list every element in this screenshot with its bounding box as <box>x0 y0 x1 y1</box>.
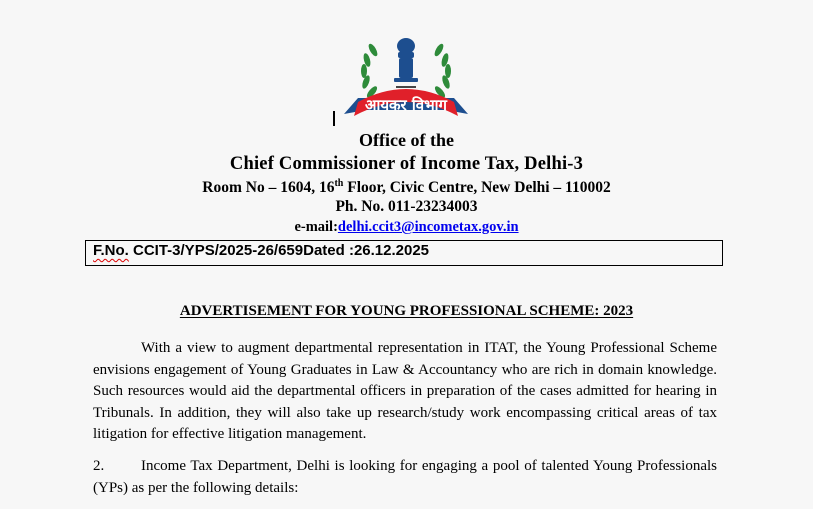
file-number <box>93 242 429 259</box>
income-tax-department-logo <box>336 30 476 120</box>
paragraph-2-text: Income Tax Department, Delhi is looking for engaging a pool of talented Young Professionals (YPs) as per the following details: <box>93 458 717 496</box>
text-cursor <box>333 111 335 126</box>
commissioner-line: Chief Commissioner of Income Tax, Delhi-3 <box>229 154 584 174</box>
email-label: e-mail: <box>294 219 338 235</box>
paragraph-1: With a view to augment departmental representation in ITAT, the Young Professional Scheme envisions engagement of Young Graduates in Law & Accountancy who are rich in domain knowledge. Such resources would aid the departmental officers in preparation of the cases admitted for hearing in Tribunals. In addition, they will also take up research/study work encompassing critical areas of tax litigation for effective litigation management. <box>93 340 717 442</box>
dated: Dated :26.12.2025 <box>303 242 430 259</box>
address-line <box>0 179 813 197</box>
phone-line: Ph. No. 011-23234003 <box>335 198 478 215</box>
svg-text:आयकर विभाग: आयकर विभाग <box>364 96 448 114</box>
logo-emblem-icon <box>336 30 476 120</box>
address-prefix: Room No – 1604, 16 <box>202 179 335 196</box>
advertisement-title: ADVERTISEMENT FOR YOUNG PROFESSIONAL SCHEME: 2023 <box>179 303 634 319</box>
paragraph-2-number: 2. <box>93 458 105 474</box>
email-line <box>0 219 813 236</box>
address-suffix: Floor, Civic Centre, New Delhi – 110002 <box>343 179 611 196</box>
address-superscript: th <box>334 177 344 189</box>
paragraph-2 <box>93 456 717 499</box>
fno-value: CCIT-3/YPS/2025-26/659 <box>128 242 304 259</box>
email-link[interactable]: delhi.ccit3@incometax.gov.in <box>337 219 519 235</box>
fno-label: F.No. <box>93 242 129 259</box>
office-line: Office of the <box>359 130 454 150</box>
file-number-box <box>85 240 723 266</box>
